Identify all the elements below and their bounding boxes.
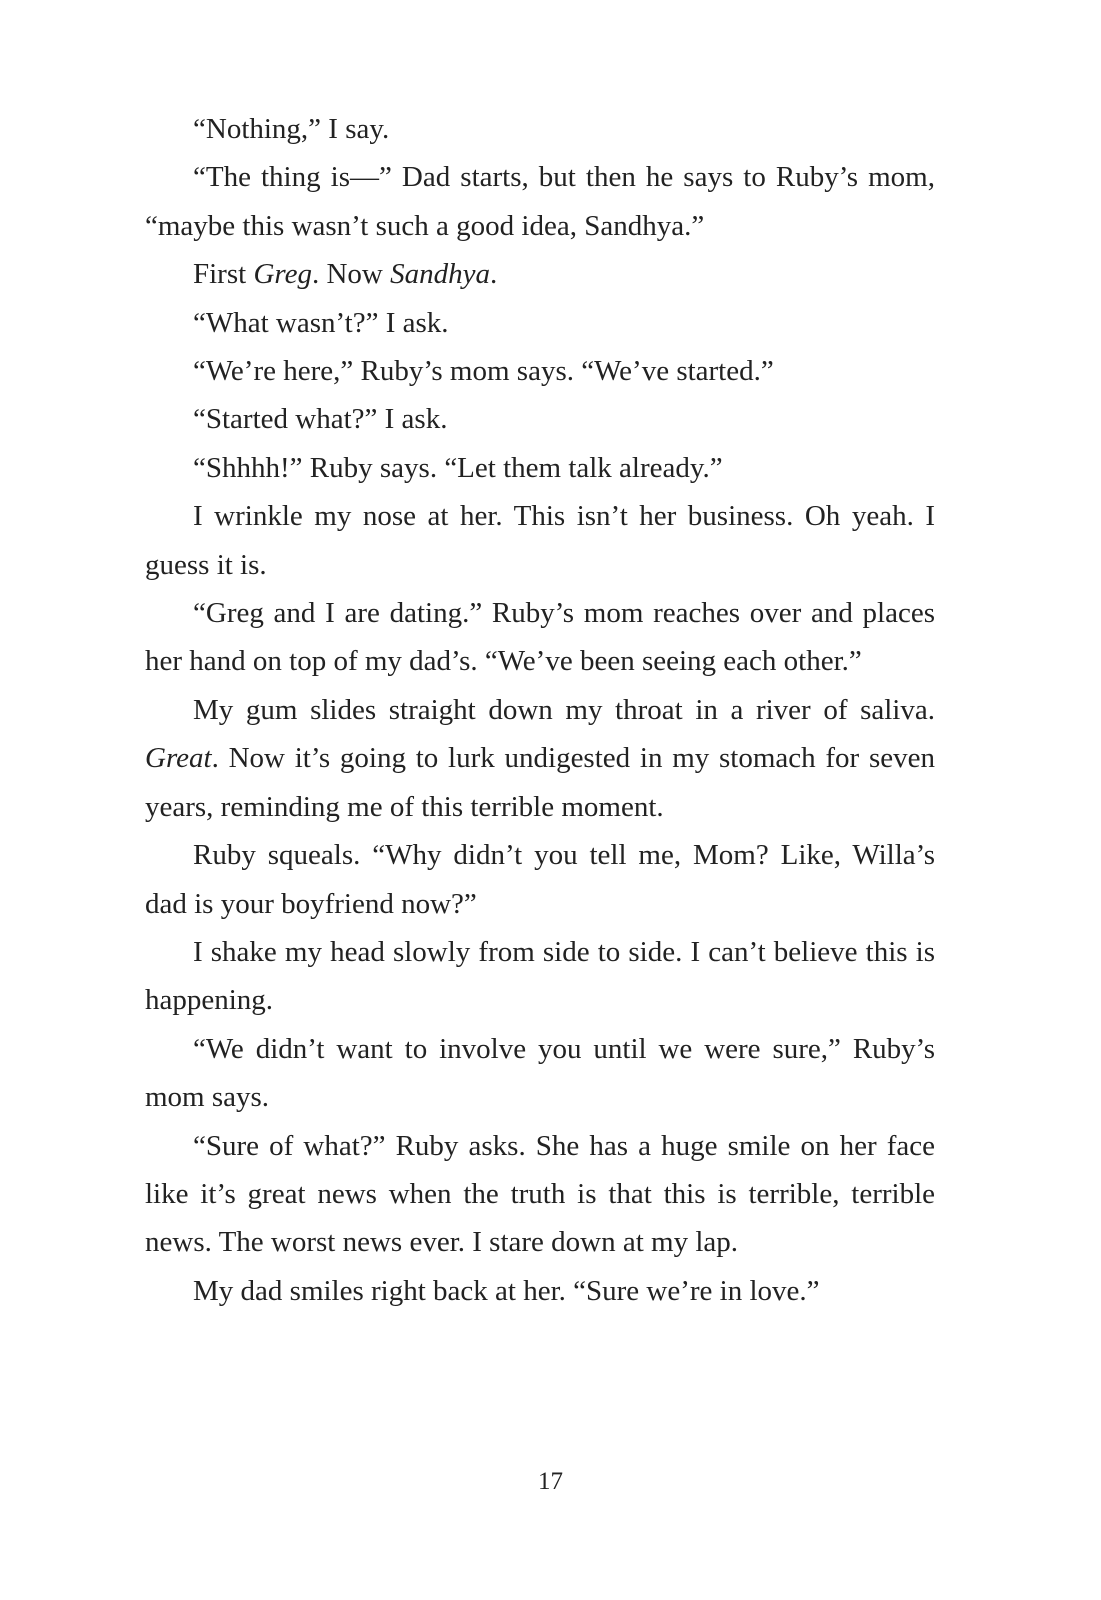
text-run: “Sure of what?” Ruby asks. She has a huge smile on her face like it’s great news when the truth is that this is terrible, terrible news. The worst news ever. I stare down at my lap. — [145, 1129, 935, 1259]
italic-text: Great — [145, 742, 212, 775]
text-run: My gum slides straight down my throat in a river of saliva. — [193, 693, 935, 726]
italic-text: Sandhya — [390, 258, 490, 291]
text-run: “We’re here,” Ruby’s mom says. “We’ve started.” — [193, 355, 774, 388]
paragraph — [145, 928, 935, 1025]
text-run: “Greg and I are dating.” Ruby’s mom reaches over and places her hand on top of my dad’s. “We’ve been seeing each other.” — [145, 597, 935, 678]
italic-text: Greg — [253, 258, 312, 291]
text-run: I wrinkle my nose at her. This isn’t her business. Oh yeah. I guess it is. — [145, 500, 935, 581]
text-run: “Shhhh!” Ruby says. “Let them talk already.” — [193, 451, 723, 484]
paragraph — [145, 250, 935, 298]
paragraph — [145, 1267, 935, 1315]
paragraph — [145, 686, 935, 831]
text-run: My dad smiles right back at her. “Sure we’re in love.” — [193, 1274, 820, 1307]
paragraph — [145, 395, 935, 443]
paragraph — [145, 1025, 935, 1122]
text-run: I shake my head slowly from side to side. I can’t believe this is happening. — [145, 935, 935, 1017]
text-run: “What wasn’t?” I ask. — [193, 306, 449, 339]
paragraph — [145, 444, 935, 492]
paragraph — [145, 831, 935, 928]
text-run: . Now it’s going to lurk undigested in my stomach for seven years, reminding me of this terrible moment. — [145, 742, 935, 823]
text-run: “The thing is—” Dad starts, but then he says to Ruby’s mom, “maybe this wasn’t such a good idea, Sandhya.” — [145, 161, 935, 242]
paragraph — [145, 1122, 935, 1267]
page-number: 17 — [538, 1468, 563, 1495]
paragraph — [145, 589, 935, 686]
text-run: . Now — [311, 258, 391, 291]
paragraph — [145, 347, 935, 395]
text-run: First — [193, 258, 254, 291]
text-run: “We didn’t want to involve you until we were sure,” Ruby’s mom says. — [145, 1032, 935, 1114]
paragraph — [145, 299, 935, 347]
paragraph — [145, 153, 935, 250]
text-run: “Started what?” I ask. — [193, 403, 448, 436]
text-run: . — [489, 258, 498, 291]
paragraph — [145, 105, 935, 153]
text-run: Ruby squeals. “Why didn’t you tell me, Mom? Like, Willa’s dad is your boyfriend now?” — [145, 839, 935, 920]
paragraph — [145, 492, 935, 589]
text-run: “Nothing,” I say. — [193, 113, 390, 145]
body-text — [145, 105, 935, 1315]
